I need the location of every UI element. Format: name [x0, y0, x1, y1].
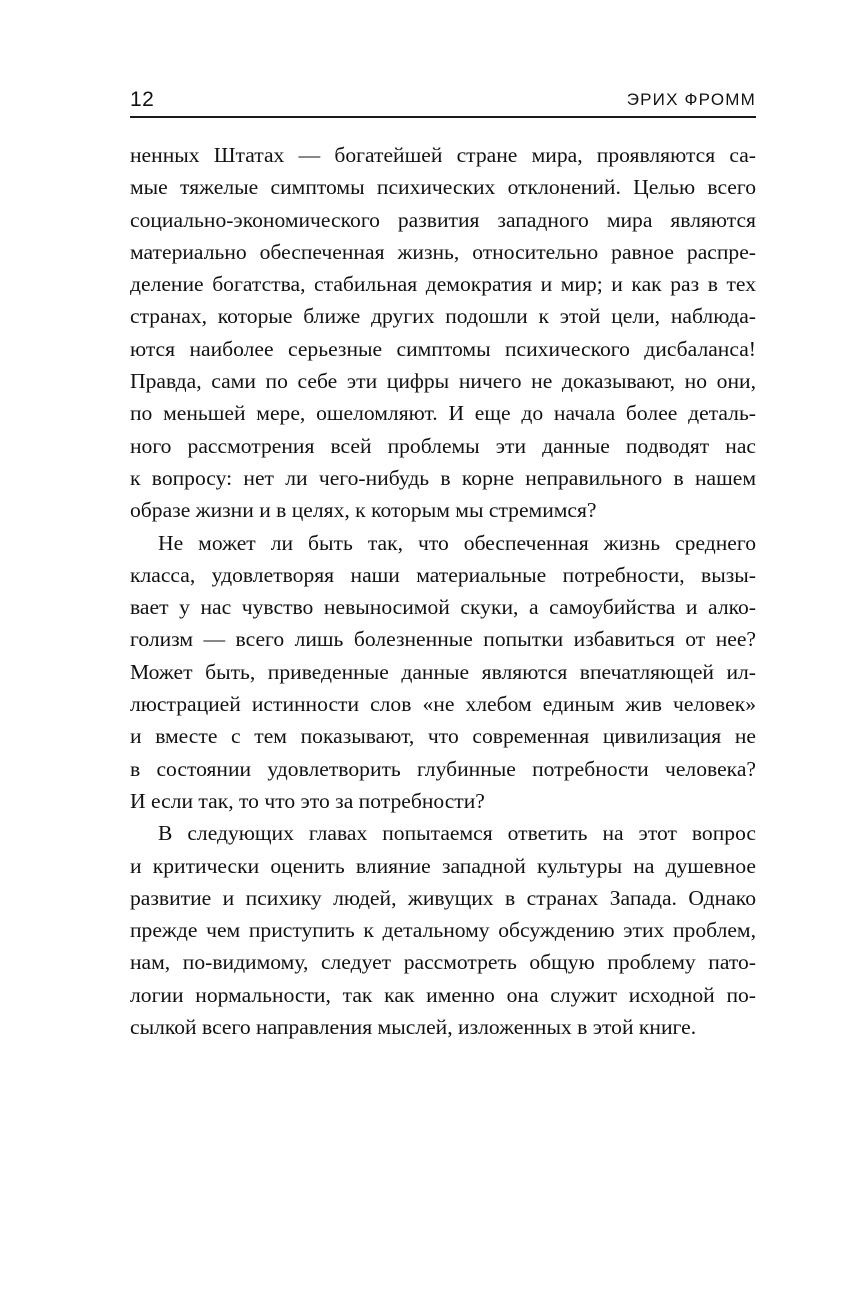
text-line: материально обеспеченная жизнь, относительно равное распре-: [130, 239, 756, 264]
running-title: ЭРИХ ФРОММ: [626, 90, 756, 109]
text-line: деление богатства, стабильная демократия и мир; и как раз в тех: [130, 272, 756, 297]
text-line: социально-экономического развития западного мира являются: [130, 207, 756, 232]
paragraph-1: [130, 139, 756, 527]
text-line: мые тяжелые симптомы психических отклонений. Целью всего: [130, 175, 756, 200]
text-line: ются наиболее серьезные симптомы психического дисбаланса!: [130, 336, 756, 361]
text-line: в состоянии удовлетворить глубинные потребности человека?: [130, 756, 756, 781]
paragraph-3: [130, 817, 756, 1043]
text-line: и критически оценить влияние западной культуры на душевное: [130, 853, 756, 878]
text-line: класса, удовлетворяя наши материальные потребности, вызы-: [130, 562, 756, 587]
text-body: [130, 139, 756, 1043]
text-line: В следующих главах попытаемся ответить на этот вопрос: [158, 821, 756, 846]
page-header: [130, 82, 756, 118]
text-line: прежде чем приступить к детальному обсуждению этих проблем,: [130, 918, 756, 943]
text-line: вает у нас чувство невыносимой скуки, а самоубийства и алко-: [130, 595, 756, 620]
text-line: И если так, то что это за потребности?: [130, 788, 485, 813]
text-line: ного рассмотрения всей проблемы эти данные подводят нас: [130, 433, 756, 458]
text-line: Может быть, приведенные данные являются впечатляющей ил-: [130, 659, 756, 684]
text-line: нам, по-видимому, следует рассмотреть общую проблему пато-: [130, 950, 756, 975]
text-line: люстрацией истинности слов «не хлебом единым жив человек»: [130, 692, 756, 717]
text-line: по меньшей мере, ошеломляют. И еще до начала более деталь-: [130, 401, 756, 426]
text-line: развитие и психику людей, живущих в странах Запада. Однако: [130, 885, 756, 910]
text-line: ненных Штатах — богатейшей стране мира, проявляются са-: [130, 143, 756, 167]
page-number: 12: [130, 88, 155, 111]
text-line: сылкой всего направления мыслей, изложенных в этой книге.: [130, 1015, 697, 1040]
text-line: странах, которые ближе других подошли к этой цели, наблюда-: [130, 304, 756, 329]
text-line: и вместе с тем показывают, что современная цивилизация не: [130, 724, 756, 749]
text-line: образе жизни и в целях, к которым мы стремимся?: [130, 498, 597, 523]
text-line: голизм — всего лишь болезненные попытки избавиться от нее?: [130, 627, 756, 652]
text-line: логии нормальности, так как именно она служит исходной по-: [130, 982, 756, 1007]
text-line: Правда, сами по себе эти цифры ничего не доказывают, но они,: [130, 369, 756, 394]
text-line: Не может ли быть так, что обеспеченная жизнь среднего: [158, 530, 756, 555]
paragraph-2: [130, 527, 756, 818]
text-line: к вопросу: нет ли чего-нибудь в корне неправильного в нашем: [130, 465, 756, 490]
